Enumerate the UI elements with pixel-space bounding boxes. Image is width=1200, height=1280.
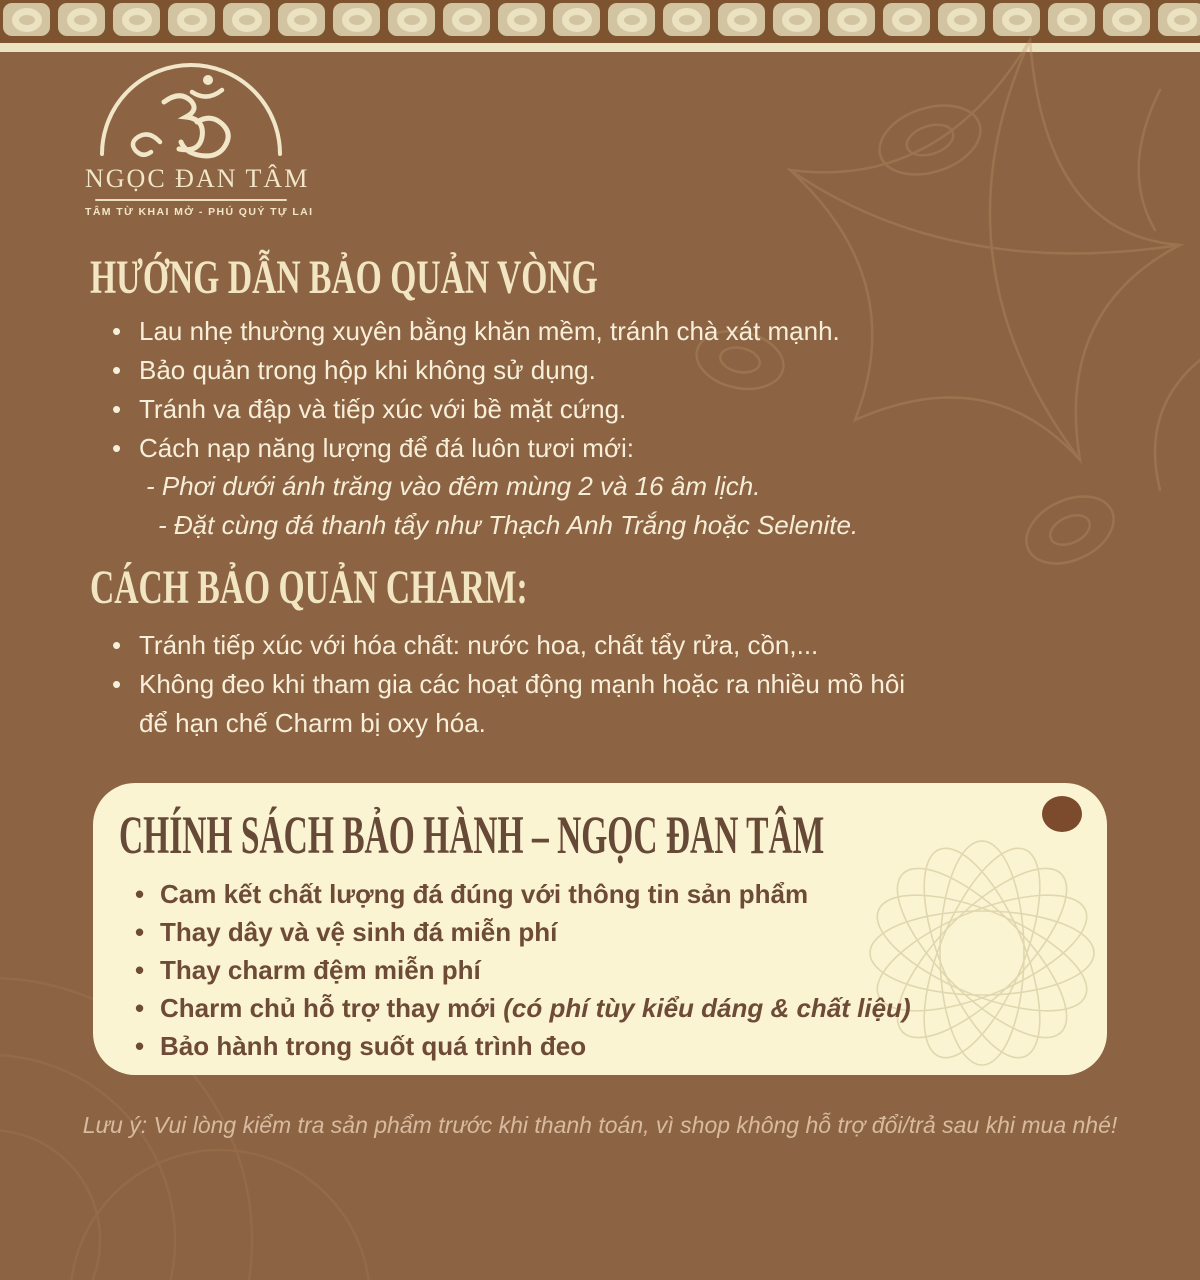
list-item-text: Bảo quản trong hộp khi không sử dụng. xyxy=(139,355,596,385)
energy-recharge-subitems xyxy=(146,467,858,545)
donut-icon xyxy=(562,8,592,32)
list-item-text: Không đeo khi tham gia các hoạt động mạnh hoặc ra nhiều mồ hôi xyxy=(139,669,906,699)
donut-icon xyxy=(342,8,372,32)
bracelet-care-list xyxy=(90,312,840,468)
donut-icon xyxy=(672,8,702,32)
donut-icon xyxy=(452,8,482,32)
donut-icon xyxy=(507,8,537,32)
donut-icon xyxy=(67,8,97,32)
border-square xyxy=(168,3,215,36)
om-symbol-icon xyxy=(96,62,286,162)
list-item xyxy=(119,1027,1067,1065)
donut-icon xyxy=(397,8,427,32)
border-square xyxy=(1103,3,1150,36)
list-item-text: Charm chủ hỗ trợ thay mới xyxy=(160,993,504,1023)
donut-icon xyxy=(1057,8,1087,32)
list-item xyxy=(90,665,905,743)
donut-icon xyxy=(782,8,812,32)
border-square xyxy=(663,3,710,36)
border-square xyxy=(388,3,435,36)
donut-icon xyxy=(177,8,207,32)
donut-icon xyxy=(1112,8,1142,32)
cream-divider-stripe xyxy=(0,43,1200,52)
list-item xyxy=(119,951,1067,989)
bracelet-care-title: HƯỚNG DẪN BẢO QUẢN VÒNG xyxy=(90,251,598,304)
warranty-title: CHÍNH SÁCH BẢO HÀNH – NGỌC ĐAN TÂM xyxy=(119,805,825,865)
charm-care-list xyxy=(90,626,905,743)
brand-logo xyxy=(85,62,314,218)
donut-icon xyxy=(947,8,977,32)
donut-icon xyxy=(12,8,42,32)
list-item xyxy=(90,626,905,665)
border-square xyxy=(498,3,545,36)
list-item-text: Thay dây và vệ sinh đá miễn phí xyxy=(160,917,558,947)
list-item xyxy=(90,429,840,468)
border-square xyxy=(883,3,930,36)
list-item-note: (có phí tùy kiểu dáng & chất liệu) xyxy=(503,993,911,1023)
border-square xyxy=(553,3,600,36)
list-item-text: Thay charm đệm miễn phí xyxy=(160,955,481,985)
sub-item: - Đặt cùng đá thanh tẩy như Thạch Anh Trắng hoặc Selenite. xyxy=(158,510,859,540)
list-item-text: Bảo hành trong suốt quá trình đeo xyxy=(160,1031,587,1061)
list-item xyxy=(119,913,1067,951)
warranty-list xyxy=(119,875,1067,1065)
donut-icon xyxy=(1167,8,1197,32)
border-square xyxy=(608,3,655,36)
sub-item: - Phơi dưới ánh trăng vào đêm mùng 2 và 16 âm lịch. xyxy=(146,471,761,501)
border-square xyxy=(113,3,160,36)
list-item xyxy=(90,312,840,351)
list-item-text: để hạn chế Charm bị oxy hóa. xyxy=(139,708,486,738)
list-item xyxy=(119,875,1067,913)
list-item xyxy=(119,989,1067,1027)
list-item-text: Cách nạp năng lượng để đá luôn tươi mới: xyxy=(139,433,635,463)
border-square xyxy=(278,3,325,36)
donut-icon xyxy=(287,8,317,32)
brand-tagline: TÂM TỪ KHAI MỞ - PHÚ QUÝ TỰ LAI xyxy=(85,206,314,218)
footer-note: Lưu ý: Vui lòng kiểm tra sản phẩm trước khi thanh toán, vì shop không hỗ trợ đổi/trả sau khi mua nhé! xyxy=(82,1112,1118,1138)
border-square xyxy=(938,3,985,36)
border-square xyxy=(773,3,820,36)
list-item-text: Tránh va đập và tiếp xúc với bề mặt cứng. xyxy=(139,394,627,424)
donut-icon xyxy=(232,8,262,32)
border-square xyxy=(443,3,490,36)
warranty-policy-box xyxy=(93,783,1107,1075)
list-item xyxy=(90,351,840,390)
logo-divider xyxy=(95,199,287,201)
donut-icon xyxy=(837,8,867,32)
border-square xyxy=(993,3,1040,36)
brown-dot-decoration xyxy=(1042,796,1082,832)
border-square xyxy=(718,3,765,36)
border-square xyxy=(1048,3,1095,36)
top-border-pattern xyxy=(0,0,1200,43)
charm-care-title: CÁCH BẢO QUẢN CHARM: xyxy=(90,561,528,614)
border-square xyxy=(1158,3,1200,36)
border-square xyxy=(828,3,875,36)
donut-icon xyxy=(1002,8,1032,32)
donut-icon xyxy=(617,8,647,32)
donut-icon xyxy=(892,8,922,32)
border-square xyxy=(223,3,270,36)
list-item-text: Tránh tiếp xúc với hóa chất: nước hoa, chất tẩy rửa, cồn,... xyxy=(139,630,819,660)
border-square xyxy=(3,3,50,36)
list-item-text: Cam kết chất lượng đá đúng với thông tin sản phẩm xyxy=(160,879,809,909)
border-square xyxy=(333,3,380,36)
list-item-text: Lau nhẹ thường xuyên bằng khăn mềm, tránh chà xát mạnh. xyxy=(139,316,840,346)
border-square xyxy=(58,3,105,36)
donut-icon xyxy=(122,8,152,32)
list-item xyxy=(90,390,840,429)
brand-name: NGỌC ĐAN TÂM xyxy=(85,164,310,193)
donut-icon xyxy=(727,8,757,32)
